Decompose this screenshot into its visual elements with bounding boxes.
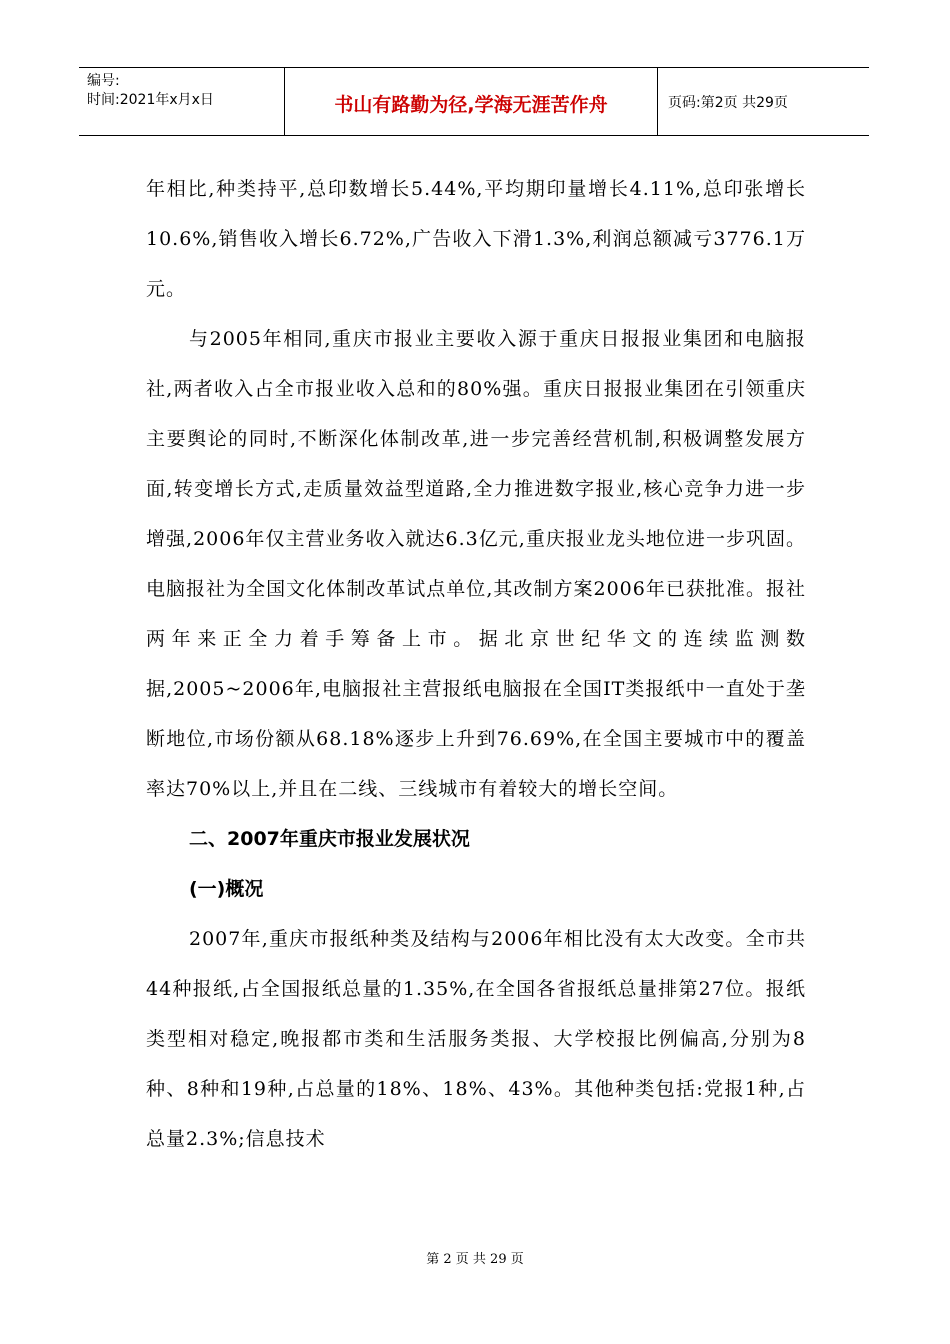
paragraph-overview: 2007年,重庆市报纸种类及结构与2006年相比没有太大改变。全市共44种报纸,占全国报纸总量的1.35%,在全国各省报纸总量排第27位。报纸类型相对稳定,晚报都市类和生活服务类报、大学校报比例偏高,分别为8 种、8种和19种,占总量的18%、18%、43%。其他种类包括:党报1种,占总量2.3%;信息技术 [146,928,806,1150]
subsection-heading: (一)概况 [189,878,264,900]
date-label: 时间:2021年x月x日 [87,92,214,108]
serial-label: 编号: [87,73,120,89]
paragraph-continued: 年相比,种类持平,总印数增长5.44%,平均期印量增长4.11%,总印张增长10.6%,销售收入增长6.72%,广告收入下滑1.3%,利润总额减亏3776.1万元。 [146,178,806,300]
section-heading: 二、2007年重庆市报业发展状况 [189,828,470,850]
paragraph-revenue: 与2005年相同,重庆市报业主要收入源于重庆日报报业集团和电脑报社,两者收入占全市报业收入总和的80%强。重庆日报报业集团在引领重庆主要舆论的同时,不断深化体制改革,进一步完善经营机制,积极调整发展方面,转变增长方式,走质量效益型道路,全力推进数字报业,核心竞争力进一步增强,2006年仅主营业务收入就达6.3亿元,重庆报业龙头地位进一步巩固。电脑报社为全国文化体制改革试点单位,其改制方案2006年已获批准。报社两年来正全力着手筹备上市。据北京世纪华文的连续监测数据,2005~2006年,电脑报社主营报纸电脑报在全国IT类报纸中一直处于垄断地位,市场份额从68.18%逐步上升到76.69%,在全国主要城市中的覆盖率达70%以上,并且在二线、三线城市有着较大的增长空间。 [146,328,806,800]
header-motto: 书山有路勤为径,学海无涯苦作舟 [285,68,658,135]
header-page-info: 页码:第2页 共29页 [668,94,788,111]
header-meta [79,68,285,135]
document-body [146,164,806,1164]
page-header [79,67,869,136]
page-footer: 第 2 页 共 29 页 [426,1252,524,1267]
